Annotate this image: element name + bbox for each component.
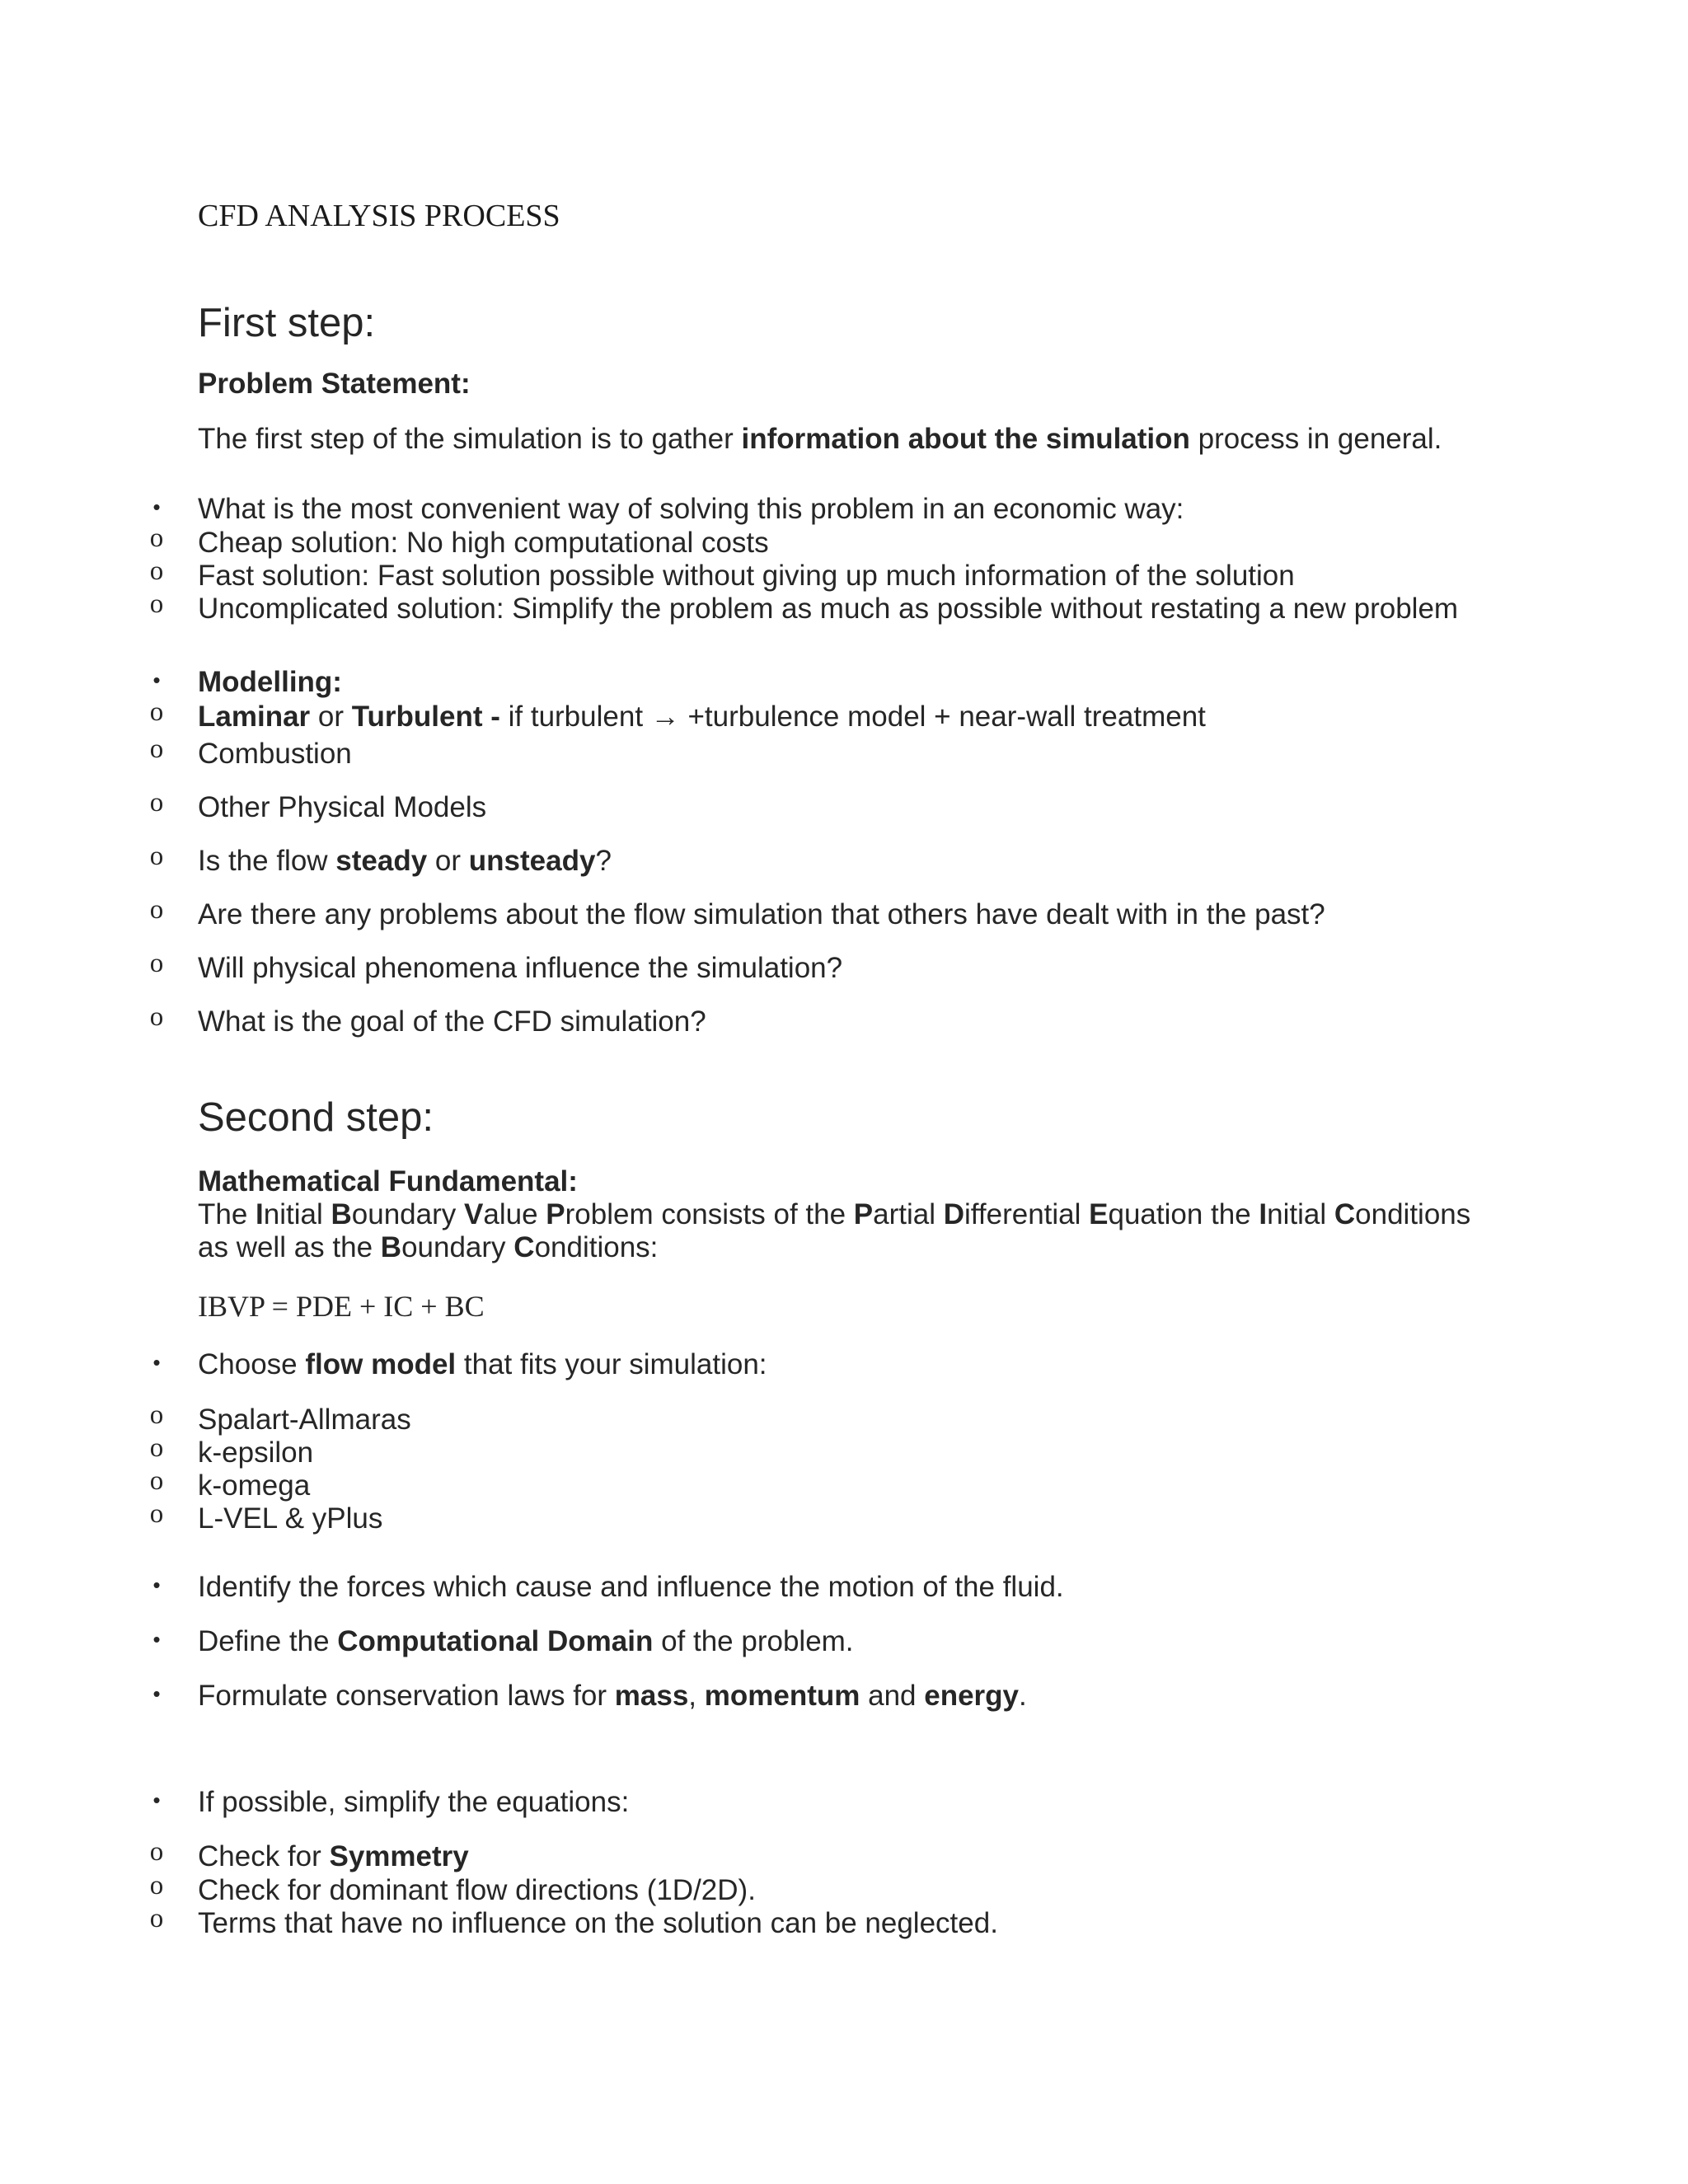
- sub-bullet-marker: o: [149, 1871, 164, 1900]
- computational-domain-item: Define the Computational Domain of the problem.: [198, 1625, 854, 1657]
- initial-letter: I: [256, 1198, 264, 1230]
- modelling-heading: Modelling:: [198, 666, 342, 698]
- simulation-goal-item: What is the goal of the CFD simulation?: [198, 1005, 706, 1038]
- sub-bullet-marker: o: [149, 1433, 164, 1463]
- identify-forces-item: Identify the forces which cause and influence the motion of the fluid.: [198, 1571, 1064, 1603]
- sub-bullet-marker: o: [149, 1466, 164, 1496]
- sub-bullet-marker: o: [149, 788, 164, 818]
- sub-bullet-marker: o: [149, 1499, 164, 1529]
- bullet-marker: •: [152, 1788, 161, 1812]
- text-run: as well as the: [198, 1231, 381, 1263]
- initial-letter: E: [1089, 1198, 1109, 1230]
- sub-bullet-marker: o: [149, 734, 164, 764]
- second-step-heading: Second step:: [198, 1095, 434, 1140]
- initial-letter: P: [546, 1198, 565, 1230]
- sub-bullet-marker: o: [149, 841, 164, 871]
- sub-bullet-marker: o: [149, 556, 164, 586]
- text-run: roblem consists of the: [565, 1198, 854, 1230]
- ibvp-formula: IBVP = PDE + IC + BC: [198, 1290, 485, 1323]
- uncomplicated-solution-item: Uncomplicated solution: Simplify the problem as much as possible without restating a new problem: [198, 593, 1459, 625]
- sub-bullet-marker: o: [149, 1904, 164, 1933]
- dominant-directions-item: Check for dominant flow directions (1D/2D).: [198, 1874, 756, 1906]
- text-run: artial: [873, 1198, 944, 1230]
- initial-letter: B: [380, 1231, 402, 1263]
- sub-bullet-marker: o: [149, 895, 164, 925]
- flow-model-item: Choose flow model that fits your simulation:: [198, 1348, 767, 1380]
- bullet-marker: •: [152, 668, 161, 692]
- text-run: quation the: [1108, 1198, 1259, 1230]
- combustion-item: Combustion: [198, 738, 352, 770]
- text-run: oundary: [351, 1198, 464, 1230]
- flow-model-option: k-epsilon: [198, 1436, 314, 1469]
- first-step-heading: First step:: [198, 301, 376, 345]
- text-run: alue: [483, 1198, 546, 1230]
- initial-letter: P: [853, 1198, 874, 1230]
- neglect-terms-item: Terms that have no influence on the solution can be neglected.: [198, 1907, 998, 1939]
- text-run: ifferential: [964, 1198, 1090, 1230]
- sub-bullet-marker: o: [149, 1400, 164, 1430]
- text-run: nitial: [263, 1198, 331, 1230]
- flow-model-option: k-omega: [198, 1469, 311, 1502]
- fast-solution-item: Fast solution: Fast solution possible without giving up much information of the solution: [198, 560, 1295, 592]
- cheap-solution-item: Cheap solution: No high computational costs: [198, 527, 769, 559]
- problem-statement-heading: Problem Statement:: [198, 368, 471, 400]
- text-run: The: [198, 1198, 256, 1230]
- conservation-laws-item: Formulate conservation laws for mass, momentum and energy.: [198, 1680, 1027, 1712]
- text-run: oundary: [401, 1231, 514, 1263]
- bullet-marker: •: [152, 1627, 161, 1652]
- sub-bullet-marker: o: [149, 1002, 164, 1032]
- initial-letter: V: [464, 1198, 484, 1230]
- text-run: onditions:: [534, 1231, 659, 1263]
- intro-paragraph: The first step of the simulation is to gather information about the simulation process in general.: [198, 423, 1442, 455]
- sub-bullet-marker: o: [149, 1837, 164, 1867]
- steady-unsteady-item: Is the flow steady or unsteady?: [198, 845, 612, 877]
- laminar-turbulent-item: Laminar or Turbulent - if turbulent → +turbulence model + near-wall treatment: [198, 701, 1206, 733]
- bullet-marker: •: [152, 1681, 161, 1706]
- text-run: nitial: [1267, 1198, 1334, 1230]
- text-run: onditions: [1355, 1198, 1471, 1230]
- physical-phenomena-item: Will physical phenomena influence the simulation?: [198, 952, 843, 984]
- document-title: CFD ANALYSIS PROCESS: [198, 199, 560, 233]
- initial-letter: I: [1259, 1198, 1268, 1230]
- ibvp-definition-line-2: [198, 1233, 658, 1262]
- bullet-marker: •: [152, 1350, 161, 1375]
- initial-letter: B: [331, 1198, 352, 1230]
- past-problems-item: Are there any problems about the flow simulation that others have dealt with in the past?: [198, 898, 1325, 930]
- initial-letter: C: [513, 1231, 535, 1263]
- ibvp-definition-line-1: [198, 1200, 1470, 1229]
- bullet-marker: •: [152, 494, 161, 519]
- sub-bullet-marker: o: [149, 697, 164, 727]
- simplify-equations-item: If possible, simplify the equations:: [198, 1786, 630, 1818]
- bullet-marker: •: [152, 1572, 161, 1597]
- sub-bullet-marker: o: [149, 589, 164, 619]
- economy-question: What is the most convenient way of solving this problem in an economic way:: [198, 493, 1184, 525]
- sub-bullet-marker: o: [149, 949, 164, 978]
- initial-letter: C: [1334, 1198, 1356, 1230]
- sub-bullet-marker: o: [149, 523, 164, 553]
- other-physical-models-item: Other Physical Models: [198, 791, 487, 823]
- flow-model-option: L-VEL & yPlus: [198, 1502, 383, 1535]
- initial-letter: D: [943, 1198, 965, 1230]
- symmetry-item: Check for Symmetry: [198, 1840, 469, 1872]
- mathematical-fundamental-heading: Mathematical Fundamental:: [198, 1165, 578, 1197]
- flow-model-option: Spalart-Allmaras: [198, 1404, 411, 1436]
